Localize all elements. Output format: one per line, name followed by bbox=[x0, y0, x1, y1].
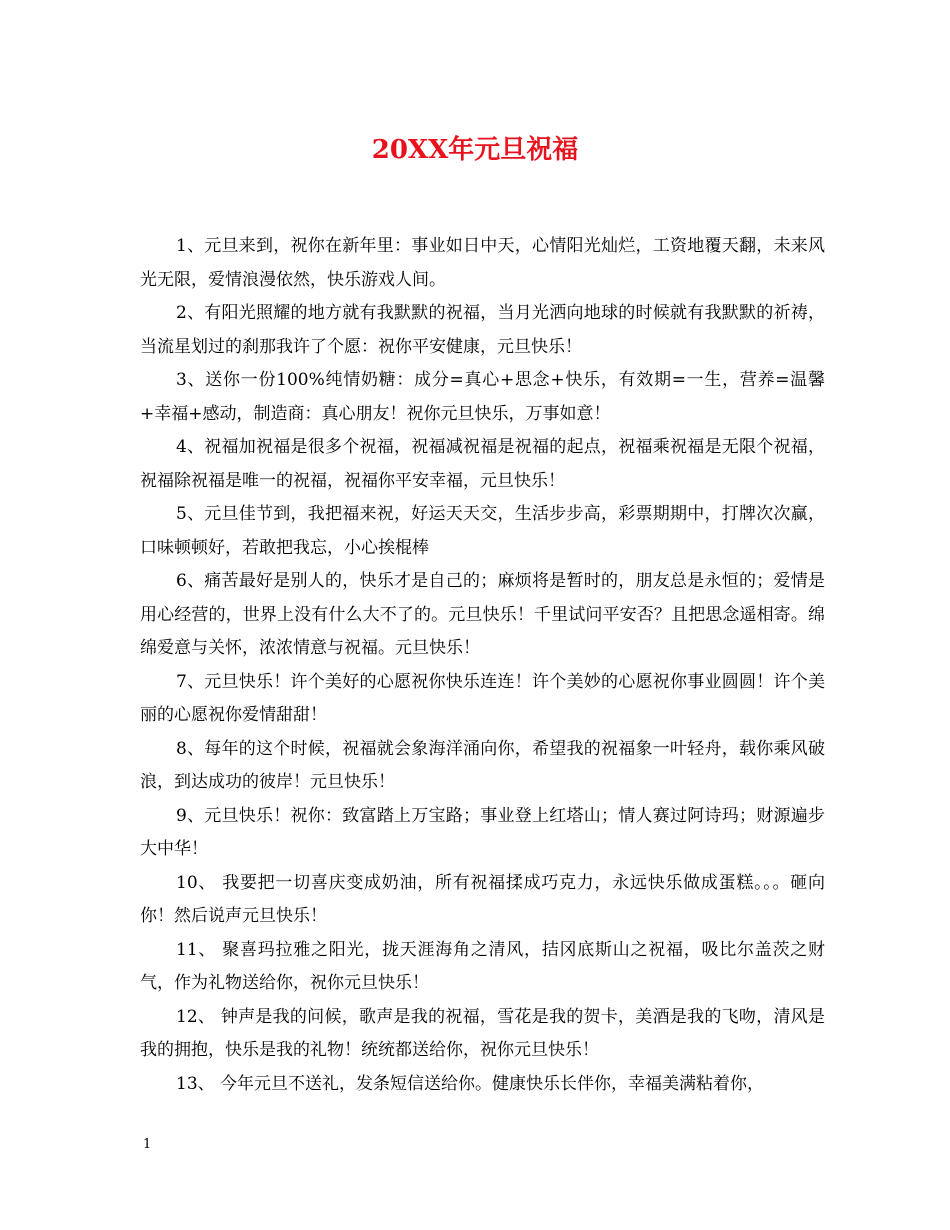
page-number: 1 bbox=[143, 1137, 152, 1152]
paragraph: 2、有阳光照耀的地方就有我默默的祝福，当月光洒向地球的时候就有我默默的祈祷，当流星划过的刹那我许了个愿：祝你平安健康，元旦快乐！ bbox=[140, 303, 825, 357]
document-title: 20XX年元旦祝福 bbox=[371, 135, 579, 165]
paragraph: 6、痛苦最好是别人的，快乐才是自己的；麻烦将是暂时的，朋友总是永恒的；爱情是用心经营的，世界上没有什么大不了的。元旦快乐！千里试问平安否？且把思念遥相寄。绵绵爱意与关怀，浓浓情意与祝福。元旦快乐！ bbox=[140, 571, 825, 658]
document-body bbox=[140, 230, 825, 1101]
paragraph: 10、 我要把一切喜庆变成奶油，所有祝福揉成巧克力，永远快乐做成蛋糕。。。砸向你！然后说声元旦快乐！ bbox=[140, 872, 825, 926]
paragraph: 3、送你一份100%纯情奶糖：成分=真心+思念+快乐，有效期=一生，营养=温馨+幸福+感动，制造商：真心朋友！祝你元旦快乐，万事如意！ bbox=[140, 370, 825, 424]
paragraph: 13、 今年元旦不送礼，发条短信送给你。健康快乐长伴你，幸福美满粘着你， bbox=[176, 1073, 765, 1094]
paragraph: 8、每年的这个时候，祝福就会象海洋涌向你，希望我的祝福象一叶轻舟，载你乘风破浪，到达成功的彼岸！元旦快乐！ bbox=[140, 738, 825, 792]
paragraph: 1、元旦来到，祝你在新年里：事业如日中天，心情阳光灿烂，工资地覆天翻，未来风光无限，爱情浪漫依然，快乐游戏人间。 bbox=[140, 236, 825, 290]
paragraph: 9、元旦快乐！祝你：致富踏上万宝路；事业登上红塔山；情人赛过阿诗玛；财源遍步大中华！ bbox=[140, 805, 825, 859]
paragraph: 7、元旦快乐！许个美好的心愿祝你快乐连连！许个美妙的心愿祝你事业圆圆！许个美丽的心愿祝你爱情甜甜！ bbox=[140, 671, 825, 725]
paragraph: 4、祝福加祝福是很多个祝福，祝福减祝福是祝福的起点，祝福乘祝福是无限个祝福，祝福除祝福是唯一的祝福，祝福你平安幸福，元旦快乐！ bbox=[140, 437, 825, 491]
paragraph: 11、 聚喜玛拉雅之阳光，拢天涯海角之清风，拮冈底斯山之祝福，吸比尔盖茨之财气，作为礼物送给你，祝你元旦快乐！ bbox=[140, 939, 825, 993]
paragraph: 5、元旦佳节到，我把福来祝，好运天天交，生活步步高，彩票期期中，打牌次次赢，口味顿顿好，若敢把我忘，小心挨棍棒 bbox=[140, 504, 825, 558]
paragraph: 12、 钟声是我的问候，歌声是我的祝福，雪花是我的贺卡，美酒是我的飞吻，清风是我的拥抱，快乐是我的礼物！统统都送给你，祝你元旦快乐！ bbox=[140, 1006, 825, 1060]
